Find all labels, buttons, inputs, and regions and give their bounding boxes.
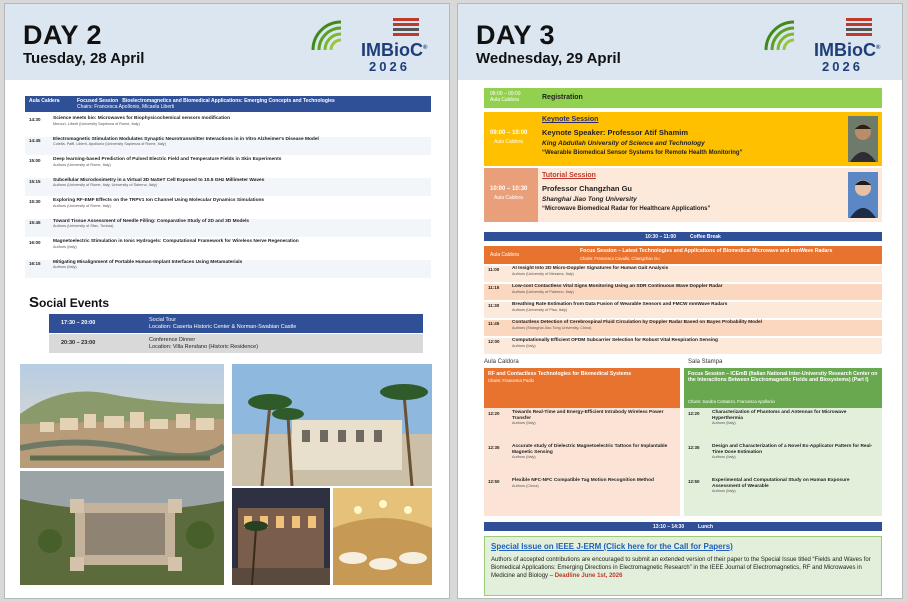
talk-time: 15:15 [29, 178, 41, 184]
talk-time: 12:20 [488, 411, 500, 416]
talk-time: 16:15 [29, 260, 41, 266]
talk-authors: Authors (University of Rome, Italy; University of Salerno, Italy) [53, 183, 158, 187]
tutorial-speaker-photo [848, 172, 878, 218]
day2-header [5, 4, 449, 80]
talk-title: Experimental and Computational Study on Human Exposure Assessment of Wearable [712, 478, 850, 489]
imbioc-logo [311, 10, 441, 76]
logo-name: IMBioC® [814, 40, 881, 60]
talk-time: 15:00 [29, 158, 41, 163]
talk-time: 12:00 [488, 339, 500, 344]
talk-row [684, 478, 882, 510]
talk-title: Toward Tissue Assessment of Needle Filling: Comparative Study of 2D and 3D Models [53, 218, 250, 224]
talk-row [484, 338, 882, 354]
coffee-break-bar: 10:30 – 11:00 Coffee Break [484, 232, 882, 241]
talk-row [684, 410, 882, 442]
talk-title: Flexible NFC-NFC Compatible Tag Motion Recognition Method [512, 478, 654, 483]
keynote-affiliation: King Abdullah University of Science and Technology [542, 140, 705, 147]
talk-row [25, 260, 431, 279]
talk-time: 12:50 [488, 479, 500, 484]
talk-authors: Authors (Italy) [712, 421, 736, 425]
talk-time: 11:15 [488, 285, 500, 290]
talk-time: 12:35 [488, 445, 500, 450]
rf-session-bar: RF and Contactless Technologies for Biomedical Systems Chairs: Francesco Paolo [484, 368, 680, 408]
parallel-room-right: Sala Stampa [688, 359, 723, 365]
talk-time: 12:20 [688, 411, 700, 416]
talk-row [484, 302, 882, 318]
imbioc-logo [764, 10, 894, 76]
parallel-room-left: Aula Caldora [484, 359, 519, 365]
day3-title: DAY 3 [476, 20, 556, 50]
talk-title: Electromagnetic Stimulation Modulates Synaptic Neurotransmitter Interactions in in Vitro Alzheimer's Disease Model [53, 136, 319, 142]
tutorial-talk: “Microwave Biomedical Radar for Healthcare Applications” [542, 206, 711, 212]
tutorial-block: 10:00 – 10:30 Aula Caldora Tutorial Session Professor Changzhan Gu Shanghai Jiao Tong University “Microwave Biomedical Radar for Healthcare Applications” [484, 168, 882, 222]
special-issue-deadline: Deadline June 1st, 2026 [554, 573, 623, 579]
talk-time: 11:45 [488, 321, 500, 326]
talk-title: Exploring RF-EMF Effects on the TRPV1 Ion Channel Using Molecular Dynamics Simulations [53, 198, 265, 203]
talk-time: 11:30 [488, 303, 500, 308]
social-events-title: Social Events [29, 294, 110, 311]
talk-row [484, 266, 882, 282]
talk-authors: Authors (Italy) [512, 343, 536, 348]
keynote-speaker-photo [848, 116, 878, 162]
talk-authors: Authors (Italy) [512, 455, 536, 459]
photo-dinner-hall [333, 488, 432, 585]
keynote-speaker: Keynote Speaker: Professor Atif Shamim [542, 128, 689, 137]
day2-page [4, 3, 450, 599]
day3-page [457, 3, 903, 599]
day3-date: Wednesday, 29 April [476, 50, 621, 67]
talk-authors: Authors (University of Messina, Italy) [512, 271, 574, 276]
talk-title: Towards Real-Time and Energy-Efficient Intrabody Wireless Power Transfer [512, 410, 664, 421]
talk-time: 16:00 [29, 240, 41, 245]
talk-authors: Authors (Italy) [53, 265, 77, 269]
talk-authors: Authors (University of Pisa, Italy) [512, 307, 568, 312]
talk-title: Science meets bio: Microwaves for Biophysicochemical sensors modification [53, 116, 231, 121]
talk-title: Characterization of Phantoms and Antennas for Microwave Hyperthermia [712, 410, 847, 421]
talk-title: Magnetoelectric Stimulation in Ionic Hydrogels: Computational Framework for Wireless Nerve Regeneration [53, 239, 299, 244]
talk-authors: Authors (University of Rome, Italy) [53, 162, 111, 167]
keynote-block: 09:00 – 10:00 Aula Caldora Keynote Session Keynote Speaker: Professor Atif Shamim King Abdullah University of Science and Technology “Wearable Biomedical Sensor Systems for Remote Health Monitoring” [484, 112, 882, 166]
photo-caserta-aerial [20, 364, 224, 468]
talk-title: Computationally Efficient OFDM Subcarrier Selection for Robust Vital Respiration Sensing [512, 338, 718, 343]
day2-session-bar: Aula Caldera Focused Session Bioelectromagnetics and Biomedical Applications: Emerging Concepts and Technologies Chairs: Francesca Apollonio, Micaela Liberti [25, 96, 431, 112]
talk-authors: Authors (Shanghai Jiao Tong University, China) [512, 325, 592, 330]
talk-authors: Authors (Italy) [712, 455, 736, 459]
talk-title: AI Insight Into 2D Micro-Doppler Signatures for Human Gait Analysis [512, 266, 669, 271]
talk-title: Mitigating Misalignment of Portable Human-Implant Interfaces Using Metamaterials [53, 259, 243, 265]
talk-authors: Authors (University of Palermo, Italy) [512, 289, 574, 294]
photo-courtyard-night [232, 488, 330, 585]
tutorial-speaker: Professor Changzhan Gu [542, 184, 633, 193]
talk-title: Contactless Detection of Cerebrospinal Fluid Circulation by Doppler Radar Based on Bayes Probability Model [512, 320, 763, 325]
day2-date: Tuesday, 28 April [23, 50, 145, 67]
talk-time: 12:50 [688, 479, 700, 484]
talk-row [484, 320, 882, 336]
talk-time: 11:00 [488, 267, 500, 272]
talk-time: 14:45 [29, 137, 41, 143]
lunch-bar: 13:10 – 14:30 Lunch [484, 522, 882, 531]
logo-year: 2026 [369, 59, 410, 74]
special-issue-body: Authors of accepted contributions are encouraged to submit an extended version of their paper to the Special Issue titled “Fields and Waves for Biomedical Applications: Emerging Directions in Electromagnetic Research” in the IEEE Journal of Electromagnetics, RF and Microwaves in Medicine and Biology – Deadline June 1st, 2026 [491, 557, 871, 579]
talk-title: Accurate study of Dielectric Magnetoelectric Tattoos for Implantable Magnetic Sensing [512, 444, 668, 455]
icemb-session-bar: Focus Session – ICEmB (Italian National Inter-University Research Center on the Interactions Between Electromagnetic Fields and Biosystems) (Part I) Chairs: Sandra Costanzo, Francesca Apollonio [684, 368, 882, 408]
talk-row [684, 444, 882, 476]
registration-bar: 08:00 – 09:00 Aula Caldora Registration [484, 88, 882, 108]
talk-time: 14:30 [29, 117, 41, 122]
talk-title: Breathing Rate Estimation from Data Fusion of Wearable Sensors and FMCW mmWave Radars [512, 302, 728, 307]
talk-time: 12:35 [688, 445, 700, 450]
registration-label: Registration [542, 94, 583, 101]
talk-row [25, 219, 431, 238]
talk-title: Subcellular Microdosimetry in a Virtual 3D NaSeT Cell Exposed to 10.5 GHz Millimeter Waves [53, 177, 265, 183]
talk-authors: Mercuri, Liberti (University Sapienza of Rome, Italy) [53, 121, 140, 126]
talk-row [25, 116, 431, 135]
social-tour-row: 17:30 – 20:00 Social Tour Location: Caserta Historic Center & Norman-Swabian Castle [49, 314, 423, 333]
talk-title: Low-cost Contactless Vital Signs Monitoring Using an SDR Continuous Wave Doppler Radar [512, 284, 723, 289]
focus-session-radar-bar: Aula Caldora Focus Session – Latest Technologies and Applications of Biomedical Microwave and mmWave Radars Chairs: Francesco Cavallo, Changzhan Gu [484, 246, 882, 264]
talk-authors: Authors (Italy) [512, 421, 536, 425]
keynote-session-label: Keynote Session [542, 116, 599, 123]
talk-row [25, 178, 431, 197]
talk-row [25, 198, 431, 217]
day2-title: DAY 2 [23, 20, 103, 50]
talk-row [484, 444, 680, 476]
tutorial-affiliation: Shanghai Jiao Tong University [542, 196, 637, 203]
talk-row [484, 478, 680, 510]
photo-castle-aerial [20, 471, 224, 585]
talk-authors: Authors (University of Rome, Italy) [53, 203, 111, 208]
talk-authors: Authors (University of Sfax, Tunisia) [53, 224, 114, 228]
talk-time: 15:45 [29, 219, 41, 225]
talk-authors: Authors (Italy) [712, 489, 736, 493]
logo-name: IMBioC® [361, 40, 428, 60]
talk-title: Design and Characterization of a Novel Ex-Applicator Pattern for Real-Time Dose Estimation [712, 444, 873, 455]
conference-dinner-row: 20:30 – 23:00 Conference Dinner Location: Villa Rendano (Historic Residence) [49, 334, 423, 353]
talk-row [484, 284, 882, 300]
keynote-talk: “Wearable Biomedical Sensor Systems for Remote Health Monitoring” [542, 150, 743, 156]
talk-authors: Authors (China) [512, 483, 539, 488]
talk-title: Deep learning-based Prediction of Pulsed Electric Field and Temperature Fields in Skin Experiments [53, 157, 282, 162]
photo-villa-palms [232, 364, 432, 486]
talk-authors: Authors (Italy) [53, 244, 77, 249]
talk-time: 15:30 [29, 199, 41, 204]
special-issue-link[interactable]: Special Issue on IEEE J-ERM (Click here for the Call for Papers) [491, 542, 733, 551]
talk-row [25, 157, 431, 176]
talk-row [25, 239, 431, 258]
day3-header [458, 4, 902, 80]
tutorial-session-label: Tutorial Session [542, 172, 596, 179]
logo-year: 2026 [822, 59, 863, 74]
talk-row [25, 137, 431, 156]
talk-row [484, 410, 680, 442]
special-issue-box [484, 536, 882, 596]
talk-authors: Colella, Paffi, Liberti, Apollonio (University Sapienza of Rome, Italy) [53, 142, 166, 146]
